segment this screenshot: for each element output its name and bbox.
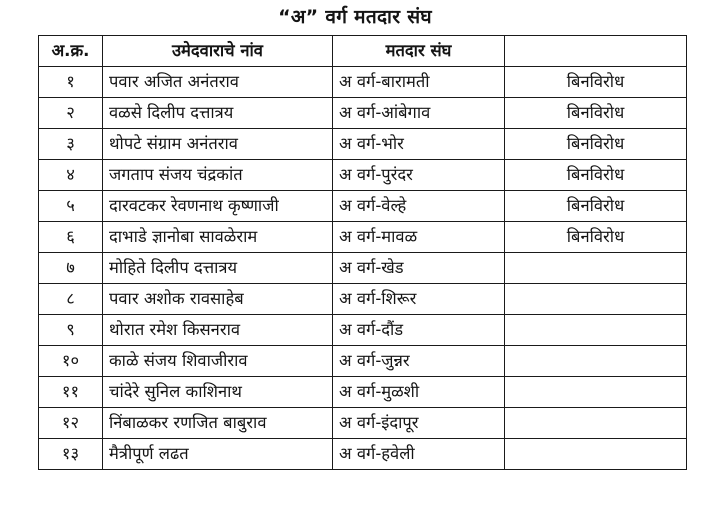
cell-candidate-name: मैत्रीपूर्ण लढत — [103, 439, 333, 470]
cell-status — [505, 377, 687, 408]
cell-status: बिनविरोध — [505, 160, 687, 191]
cell-candidate-name: दाभाडे ज्ञानोबा सावळेराम — [103, 222, 333, 253]
cell-constituency: अ वर्ग-पुरंदर — [333, 160, 505, 191]
cell-candidate-name: पवार अशोक रावसाहेब — [103, 284, 333, 315]
table-row — [39, 439, 687, 470]
cell-constituency: अ वर्ग-मावळ — [333, 222, 505, 253]
cell-serial-number: ९ — [39, 315, 103, 346]
cell-constituency: अ वर्ग-हवेली — [333, 439, 505, 470]
cell-status: बिनविरोध — [505, 98, 687, 129]
table-row — [39, 222, 687, 253]
cell-constituency: अ वर्ग-शिरूर — [333, 284, 505, 315]
cell-candidate-name: काळे संजय शिवाजीराव — [103, 346, 333, 377]
cell-serial-number: ३ — [39, 129, 103, 160]
cell-candidate-name: जगताप संजय चंद्रकांत — [103, 160, 333, 191]
header-serial-number: अ.क्र. — [39, 36, 103, 67]
cell-serial-number: १३ — [39, 439, 103, 470]
cell-status — [505, 439, 687, 470]
table-row — [39, 284, 687, 315]
table-row — [39, 98, 687, 129]
cell-candidate-name: मोहिते दिलीप दत्तात्रय — [103, 253, 333, 284]
candidates-table — [38, 35, 687, 470]
cell-serial-number: ७ — [39, 253, 103, 284]
cell-serial-number: ४ — [39, 160, 103, 191]
table-row — [39, 160, 687, 191]
cell-status — [505, 284, 687, 315]
cell-serial-number: ६ — [39, 222, 103, 253]
cell-candidate-name: थोपटे संग्राम अनंतराव — [103, 129, 333, 160]
table-row — [39, 129, 687, 160]
header-candidate-name: उमेदवाराचे नांव — [103, 36, 333, 67]
table-row — [39, 408, 687, 439]
cell-candidate-name: दारवटकर रेवणनाथ कृष्णाजी — [103, 191, 333, 222]
cell-candidate-name: वळसे दिलीप दत्तात्रय — [103, 98, 333, 129]
cell-constituency: अ वर्ग-खेड — [333, 253, 505, 284]
table-row — [39, 377, 687, 408]
cell-status: बिनविरोध — [505, 67, 687, 98]
cell-serial-number: ५ — [39, 191, 103, 222]
cell-serial-number: २ — [39, 98, 103, 129]
cell-status: बिनविरोध — [505, 129, 687, 160]
table-row — [39, 191, 687, 222]
page-title: “अ” वर्ग मतदार संघ — [278, 6, 432, 28]
cell-constituency: अ वर्ग-भोर — [333, 129, 505, 160]
cell-status — [505, 346, 687, 377]
cell-constituency: अ वर्ग-वेल्हे — [333, 191, 505, 222]
header-constituency: मतदार संघ — [333, 36, 505, 67]
table-row — [39, 253, 687, 284]
table-row — [39, 67, 687, 98]
cell-status — [505, 253, 687, 284]
cell-serial-number: ८ — [39, 284, 103, 315]
header-status — [505, 36, 687, 67]
cell-serial-number: ११ — [39, 377, 103, 408]
table-row — [39, 315, 687, 346]
cell-candidate-name: निंबाळकर रणजित बाबुराव — [103, 408, 333, 439]
cell-constituency: अ वर्ग-इंदापूर — [333, 408, 505, 439]
cell-status — [505, 315, 687, 346]
cell-candidate-name: थोरात रमेश किसनराव — [103, 315, 333, 346]
table-header-row — [39, 36, 687, 67]
cell-status: बिनविरोध — [505, 191, 687, 222]
cell-constituency: अ वर्ग-आंबेगाव — [333, 98, 505, 129]
cell-serial-number: १० — [39, 346, 103, 377]
cell-constituency: अ वर्ग-बारामती — [333, 67, 505, 98]
table-row — [39, 346, 687, 377]
cell-constituency: अ वर्ग-जुन्नर — [333, 346, 505, 377]
cell-status — [505, 408, 687, 439]
cell-serial-number: १२ — [39, 408, 103, 439]
cell-constituency: अ वर्ग-दौंड — [333, 315, 505, 346]
cell-constituency: अ वर्ग-मुळशी — [333, 377, 505, 408]
cell-status: बिनविरोध — [505, 222, 687, 253]
cell-candidate-name: चांदेरे सुनिल काशिनाथ — [103, 377, 333, 408]
cell-candidate-name: पवार अजित अनंतराव — [103, 67, 333, 98]
cell-serial-number: १ — [39, 67, 103, 98]
